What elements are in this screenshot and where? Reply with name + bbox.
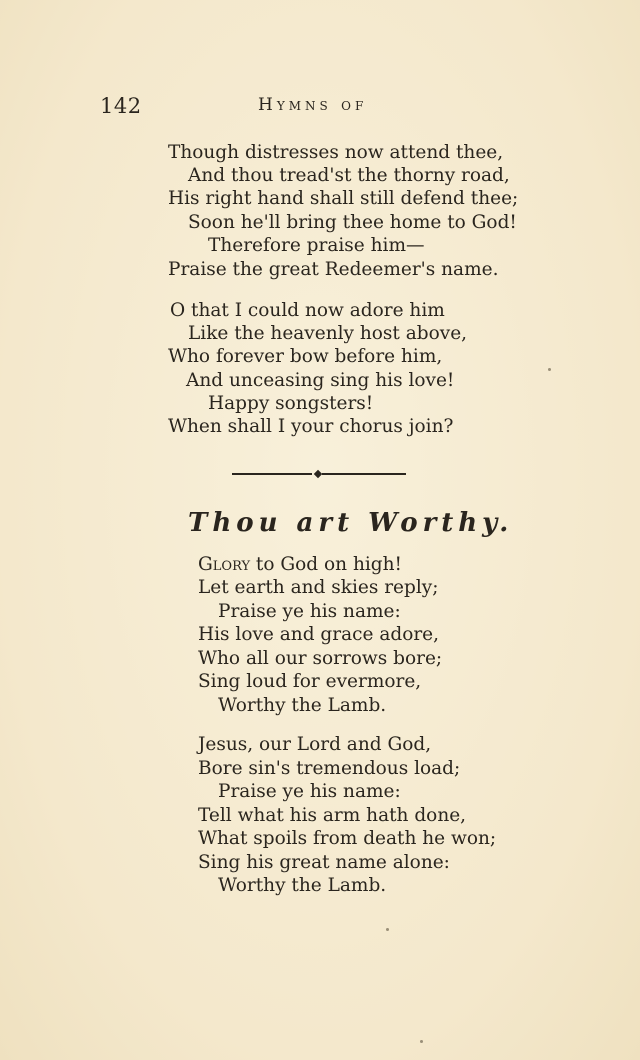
running-head: Hymns of bbox=[258, 95, 368, 115]
verse-line: O that I could now adore him bbox=[170, 300, 445, 321]
verse-line-rest: to God on high! bbox=[250, 554, 402, 575]
verse-line: Tell what his arm hath done, bbox=[198, 805, 467, 826]
verse-line: What spoils from death he won; bbox=[198, 828, 497, 849]
diamond-ornament-icon bbox=[314, 470, 322, 478]
verse-line: Who forever bow before him, bbox=[168, 346, 443, 367]
drop-word: Glory bbox=[198, 554, 251, 575]
verse-line: Let earth and skies reply; bbox=[198, 577, 439, 598]
verse-line: His right hand shall still defend thee; bbox=[168, 188, 519, 209]
verse-line: Bore sin's tremendous load; bbox=[198, 758, 461, 779]
verse-line: Praise ye his name: bbox=[218, 781, 401, 802]
verse-line: Sing loud for evermore, bbox=[198, 671, 422, 692]
verse-line: Jesus, our Lord and God, bbox=[198, 734, 432, 755]
hymn-title: Thou art Worthy. bbox=[188, 508, 514, 538]
verse-line: Praise ye his name: bbox=[218, 601, 401, 622]
verse-line: When shall I your chorus join? bbox=[168, 416, 454, 437]
verse-line: And unceasing sing his love! bbox=[186, 370, 455, 391]
paper-speck bbox=[548, 368, 551, 371]
verse-line: Though distresses now attend thee, bbox=[168, 142, 504, 163]
verse-line: Soon he'll bring thee home to God! bbox=[188, 212, 517, 233]
ornamental-divider bbox=[232, 470, 406, 478]
verse-line: Worthy the Lamb. bbox=[218, 695, 387, 716]
verse-line: Who all our sorrows bore; bbox=[198, 648, 443, 669]
divider-rule-right bbox=[322, 473, 406, 475]
verse-line: Sing his great name alone: bbox=[198, 852, 450, 873]
verse-line: Happy songsters! bbox=[208, 393, 374, 414]
verse-line: Worthy the Lamb. bbox=[218, 875, 387, 896]
verse-line: His love and grace adore, bbox=[198, 624, 440, 645]
verse-line: Praise the great Redeemer's name. bbox=[168, 259, 499, 280]
paper-speck bbox=[420, 1040, 423, 1043]
page-number: 142 bbox=[100, 94, 142, 118]
verse-line: Therefore praise him— bbox=[208, 235, 425, 256]
paper-speck bbox=[386, 928, 389, 931]
verse-line: And thou tread'st the thorny road, bbox=[188, 165, 510, 186]
verse-line: Like the heavenly host above, bbox=[188, 323, 468, 344]
divider-rule-left bbox=[232, 473, 312, 475]
verse-line bbox=[198, 553, 402, 577]
